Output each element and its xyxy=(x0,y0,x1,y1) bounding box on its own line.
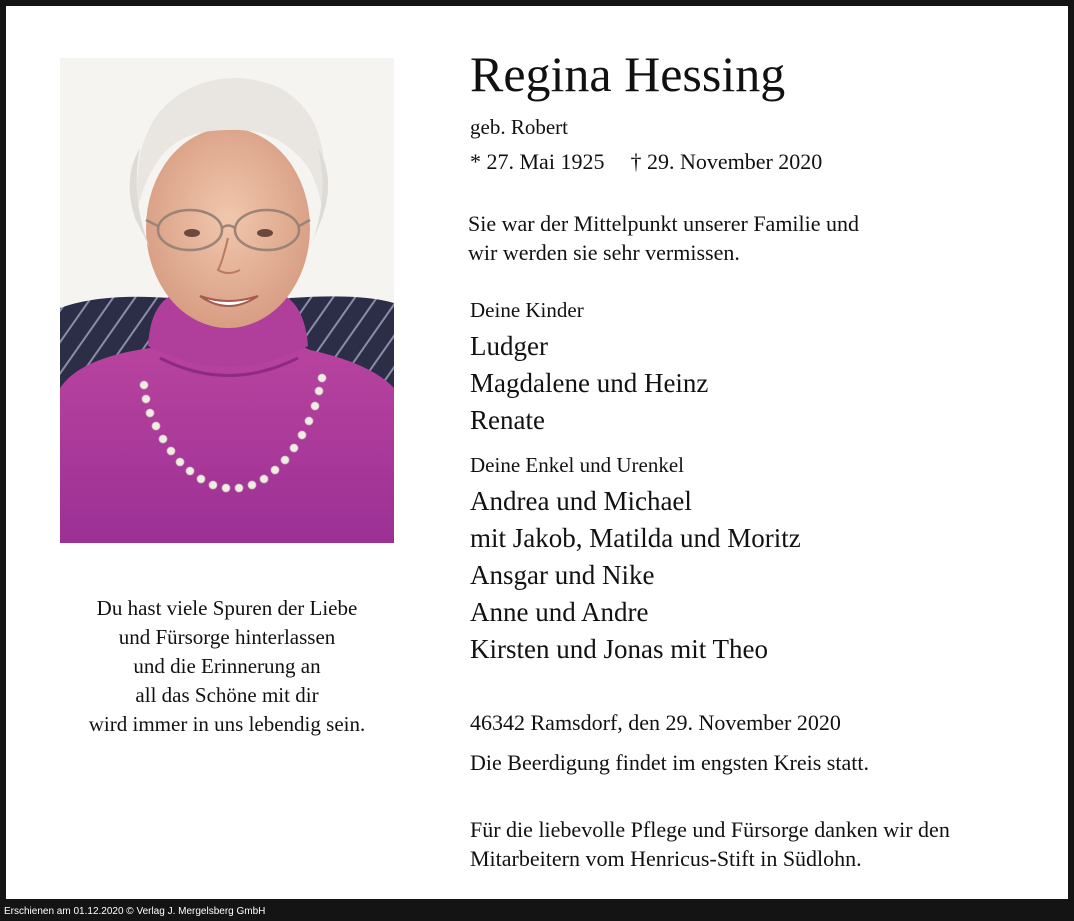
children-list xyxy=(470,328,708,439)
portrait-photo xyxy=(60,58,394,543)
children-label: Deine Kinder xyxy=(470,298,584,322)
mourner-name: Renate xyxy=(470,405,545,435)
deceased-name: Regina Hessing xyxy=(470,46,786,102)
life-dates xyxy=(470,148,822,176)
mourner-name: Andrea und Michael xyxy=(470,486,692,516)
funeral-notice: Die Beerdigung findet im engsten Kreis statt. xyxy=(470,750,869,775)
grandchildren-list xyxy=(470,483,801,668)
quote-line: all das Schöne mit dir xyxy=(135,683,319,707)
maiden-name: geb. Robert xyxy=(470,115,568,139)
grandchildren-label: Deine Enkel und Urenkel xyxy=(470,453,685,477)
memorial-quote xyxy=(40,594,414,739)
birth-date: * 27. Mai 1925 xyxy=(470,149,605,174)
quote-line: und Fürsorge hinterlassen xyxy=(118,625,336,649)
thanks-note xyxy=(470,815,950,873)
mourner-name: Ludger xyxy=(470,331,548,361)
mourner-name: Ansgar und Nike xyxy=(470,560,655,590)
place-and-date: 46342 Ramsdorf, den 29. November 2020 xyxy=(470,710,841,735)
saying-line: Sie war der Mittelpunkt unserer Familie und xyxy=(468,211,860,236)
death-date: † 29. November 2020 xyxy=(630,149,823,174)
thanks-line: Für die liebevolle Pflege und Fürsorge danken wir den xyxy=(470,817,950,842)
thanks-line: Mitarbeitern vom Henricus-Stift in Südlohn. xyxy=(470,846,862,871)
mourner-name: mit Jakob, Matilda und Moritz xyxy=(470,523,801,553)
quote-line: wird immer in uns lebendig sein. xyxy=(88,712,366,736)
family-saying xyxy=(468,209,859,267)
publication-footer: Erschienen am 01.12.2020 © Verlag J. Mergelsberg GmbH xyxy=(4,906,266,917)
mourner-name: Magdalene und Heinz xyxy=(470,368,709,398)
mourner-name: Anne und Andre xyxy=(470,597,649,627)
saying-line: wir werden sie sehr vermissen. xyxy=(468,240,740,265)
mourner-name: Kirsten und Jonas mit Theo xyxy=(470,634,768,664)
quote-line: und die Erinnerung an xyxy=(133,654,321,678)
quote-line: Du hast viele Spuren der Liebe xyxy=(96,596,358,620)
